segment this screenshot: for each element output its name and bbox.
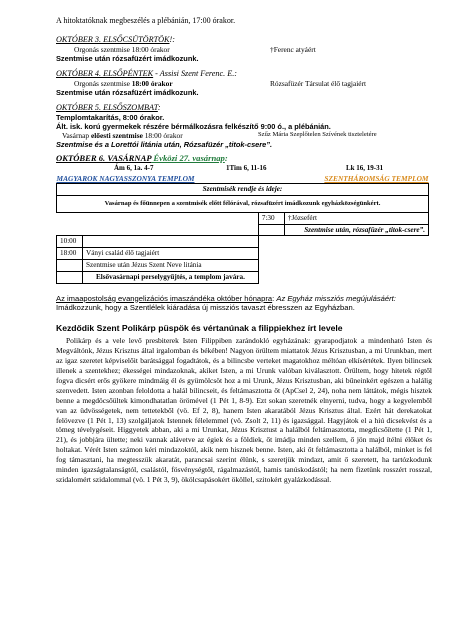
left-row-text-3: Szentmise után Jézus Szent Neve litánia	[83, 259, 259, 271]
oct3-rosary: Szentmise után rózsafüzért imádkozunk.	[56, 53, 199, 63]
left-row-text-1	[83, 236, 259, 248]
oct3-mass: Orgonás szentmise 18:00 órakor	[74, 44, 170, 54]
oct6-heading-text: OKTÓBER 6. VASÁRNAP	[56, 153, 152, 163]
oct5-mass-time: 18:00 órakor	[142, 130, 183, 140]
oct4-mass-row	[56, 79, 429, 88]
intro-line: A hitoktatóknak megbeszélés a plébánián, 17:00 órakor.	[56, 16, 236, 25]
reading-first: Ám 6, 1a. 4-7	[114, 164, 154, 173]
right-church-header: SZENTHÁROMSÁG TEMPLOM	[324, 174, 429, 184]
oct5-confirmation: Ált. isk. korú gyermekek részére bérmálkozásra felkészítő 9:00 ó., a plébánián.	[56, 121, 331, 131]
oct4-heading-text: OKTÓBER 4. ELSŐPÉNTEK	[56, 68, 154, 78]
reading-second: 1Tim 6, 11-16	[226, 164, 267, 173]
mass-order-title: Szentmisék rendje és ideje:	[57, 184, 429, 196]
oct5-rosary: Szentmise és a Lorettói litánia után, Rózsafüzér „titok-csere”.	[56, 139, 273, 149]
oct6-heading-colon: :	[224, 153, 228, 163]
right-row-time-2	[258, 224, 284, 236]
left-row-time-1: 10:00	[57, 236, 83, 248]
oct4-rosary: Szentmise után rózsafüzért imádkozunk.	[56, 87, 199, 97]
article-body: Polikárp és a vele levő presbiterek Isten Filippiben zarándokló egyházának: gyarapodjatok a mindenható Isten és Megváltónk, Jézus Krisztus által irgalomban és békében! Nagyon örültem miattatok Jézus Krisztusban, a mi Urunkban, mert az igaz szeretet képviselőit barátsággal fogadtátok, és a bilincsbe verteket magatokhoz méltóan elkísértétek. Ilyen bilincsek illenek a szentekhez; ékességei mindazoknak, akiket Isten, a mi Urunk valóban kiválasztott. Örültem, hogy hitetek régtől fogva dicsért erős gyökere mindmáig él és gyümölcsöt hoz a mi Urunk, Jézus Krisztusban, aki bűneinkért egészen a halálig szenvedett. Isten azonban feloldotta a halál bilincseit, és feltámasztotta őt (ApCsel 2, 24), noha nem láttátok, mégis hisztek benne a megdöcsőültek kimondhatatlan örömével (1 Pét 1, 8-9). Ezt sokan szeretnék elnyerni, tudva, hogy a kegyelemből van az üdvösségetek, nem tettetekből (vö. Ef 2, 8), hanem Isten akaratából Jézus Krisztus által. Ezért hát derekatokat felövezve (1 Pét 1, 13) szolgáljatok Istennek félelemmel (vö. Zsolt 2, 11) és igazsággal. Hagyjátok el a hiú dicsekvést és a tömeg tévelygéseit. Higgyetek abban, aki a mi Urunkat, Jézus Krisztust a halálból feltámasztotta, megdicsőítette (1 Pét 1, 21), és jobbjára ültette; neki vannak alávetve az égiek és a földiek, őt imádja minden szellem, ő jön majd ítélni élőket és holtakat. Vérét Isten számon kéri mindazoktól, akik nem hisznek benne. Isten, aki őt feltámasztotta a halálból, minket is fel fog támasztani, ha megtesszük akaratát, parancsai szerint élünk, s szeretjük mindazt, amit ő szeretett, ha tartózkodunk minden igazságtalanságtól, csalástól, fösvénységtől, rágalmazástól, hamis tanúskodástól; ha nem fizetünk rosszért rosszal, szidalomért szidalommal (vö. 1 Pét 3, 9), ökölcsapásokért ököllel, szitokért gyalázkodással.	[56, 335, 432, 485]
reading-gospel: Lk 16, 19-31	[346, 164, 384, 173]
collection-footer: Elsővasárnapi perselygyűjtés, a templom javára.	[83, 271, 259, 283]
mass-schedule-table	[56, 174, 429, 284]
oct5-heading-suffix: :	[157, 102, 161, 112]
oct6-heading	[56, 153, 429, 163]
right-row-text: †Józsefért	[284, 212, 428, 224]
prayer-intention-colon: :	[272, 293, 277, 303]
left-row-time-2: 18:00	[57, 248, 83, 260]
oct4-heading-suffix: - Assisi Szent Ferenc. E.:	[153, 68, 238, 78]
oct4-intention: Rózsafüzér Társulat élő tagjaiért	[270, 78, 367, 88]
prayer-intention-prefix: Az imaapostolság evangelizációs imaszándéka október hónapra	[56, 293, 273, 303]
right-row-time: 7:30	[258, 212, 284, 224]
oct3-heading-suffix: !:	[169, 34, 175, 44]
oct4-mass-prefix: Orgonás szentmise	[74, 78, 132, 88]
oct5-cleaning: Templomtakarítás, 8:00 órakor.	[56, 112, 165, 122]
oct5-intention: Szűz Mária Szeplőtelen Szívének tiszteletére	[258, 130, 377, 138]
left-row-text-2: Ványi család élő tagjaiért	[83, 248, 259, 260]
oct3-heading	[56, 35, 429, 45]
oct3-intention: †Ferenc atyáért	[270, 44, 316, 54]
prayer-intention-text: Imádkozzunk, hogy a Szentlélek kiáradása új missziós tavaszt ébresszen az Egyházban.	[56, 303, 355, 313]
article-title: Kezdődik Szent Polikárp püspök és vértanúnak a filippiekhez írt levele	[56, 323, 343, 334]
oct3-heading-text: OKTÓBER 3. ELSŐCSÜTÖRTÖK	[56, 34, 170, 44]
right-row-text-2: Szentmise után, rózsafüzér „titok-csere”.	[284, 224, 428, 236]
left-church-header: MAGYAROK NAGYASSZONYA TEMPLOM	[56, 174, 195, 184]
oct5-heading-text: OKTÓBER 5. ELSŐSZOMBAT	[56, 102, 158, 112]
oct5-mass-row	[56, 131, 429, 140]
oct3-mass-row	[56, 45, 429, 54]
rosary-notice: Vasárnap és főünnepen a szentmisék előtt félórával, rózsafüzért imádkozunk egyházközségünkért.	[57, 195, 429, 212]
left-row-time-3	[57, 259, 83, 271]
prayer-intention-italic: Az Egyház missziós megújulásáért:	[276, 293, 396, 303]
oct5-heading	[56, 103, 429, 113]
oct4-mass-time: 18:00 órakor	[131, 78, 173, 88]
prayer-intention	[56, 294, 434, 314]
oct6-heading-suffix: Évközi 27. vasárnap	[151, 153, 225, 163]
oct4-heading	[56, 69, 429, 79]
oct5-mass-bold: előesti szentmise	[90, 130, 143, 140]
oct5-mass-prefix: Vasárnap	[62, 130, 91, 140]
oct6-readings	[56, 164, 429, 173]
